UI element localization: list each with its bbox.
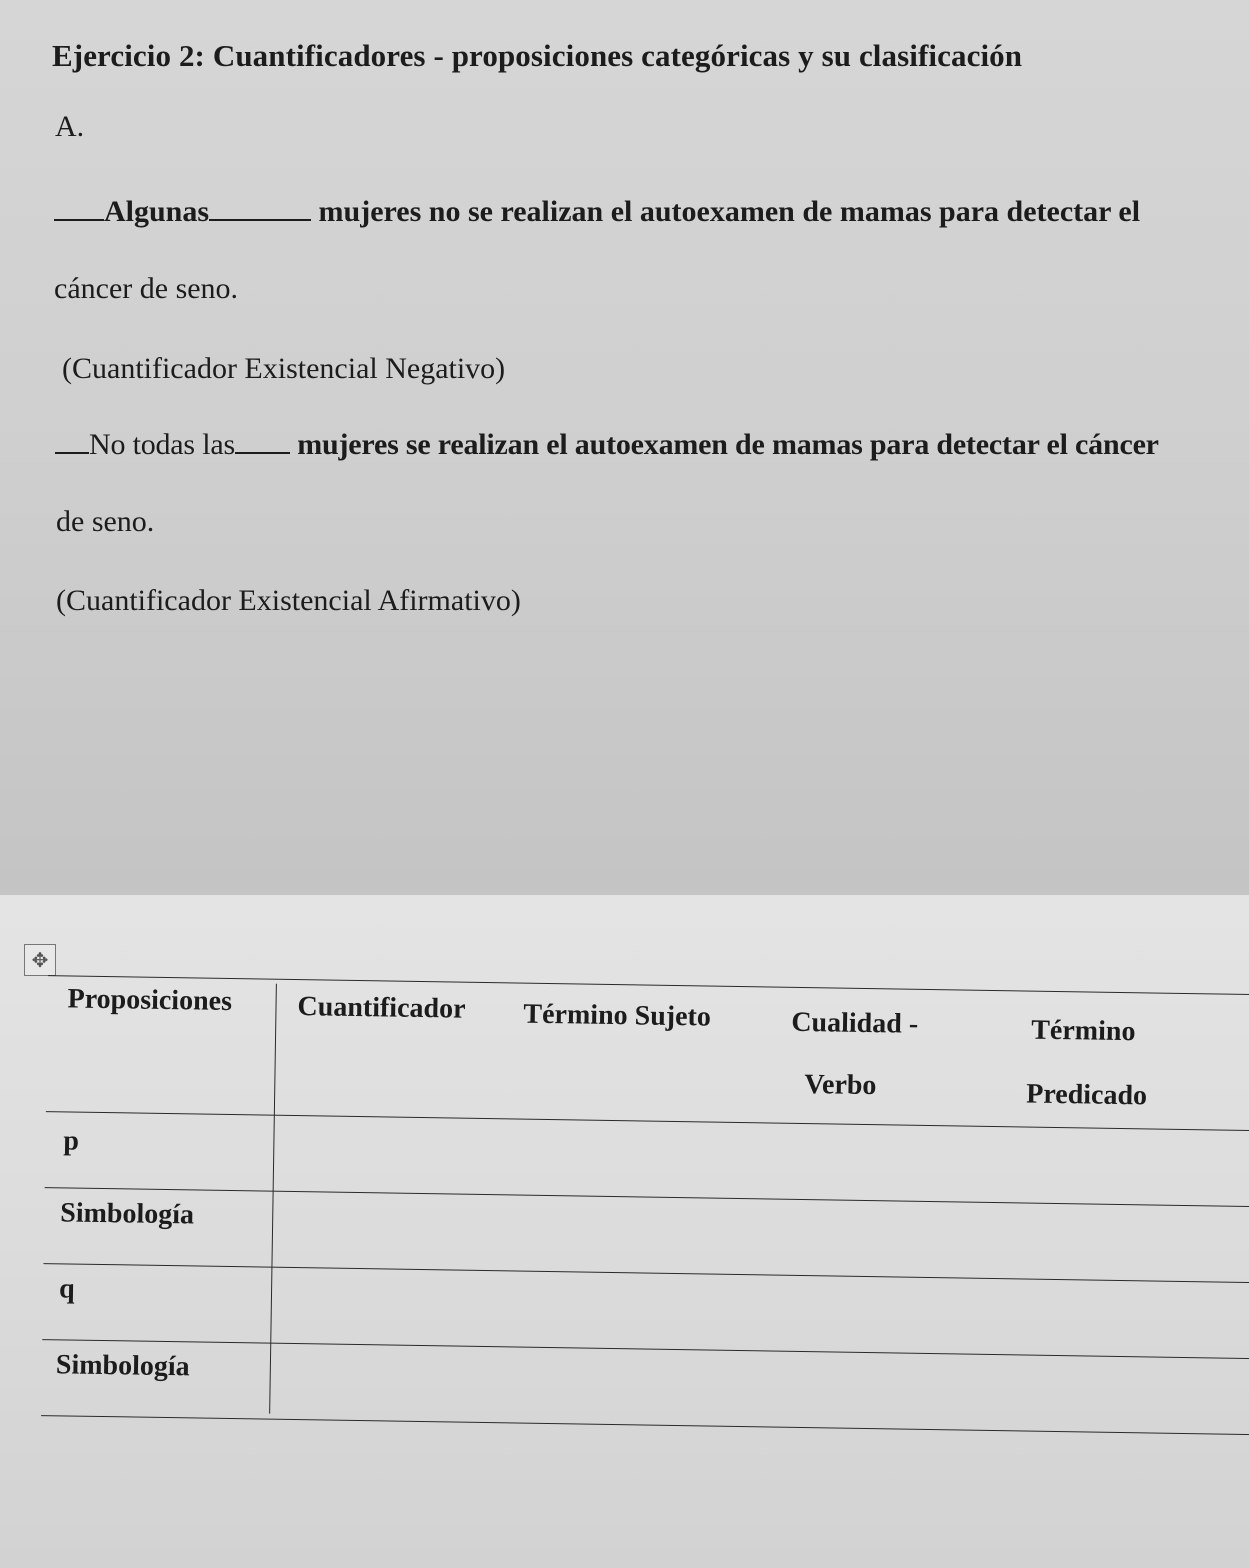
- row-label-q: q: [58, 1273, 75, 1305]
- row-label-p: p: [63, 1125, 80, 1157]
- sentence1-quantifier[interactable]: Algunas: [104, 195, 210, 228]
- blank-line: [55, 428, 89, 454]
- row-label-simbologia-p: Simbología: [60, 1197, 195, 1231]
- header-proposiciones: Proposiciones: [67, 983, 233, 1018]
- header-cualidad: Cualidad -: [791, 1006, 919, 1040]
- table-row-divider: [43, 1263, 1249, 1283]
- header-termino: Término: [1031, 1014, 1136, 1048]
- exercise-title: Ejercicio 2: Cuantificadores - proposiciones categóricas y su clasificación: [52, 38, 1023, 73]
- sentence1-line1: [54, 195, 1140, 229]
- row-label-simbologia-q: Simbología: [55, 1349, 190, 1383]
- sentence2-quantifier[interactable]: No todas las: [89, 428, 235, 461]
- table-column-divider: [269, 984, 277, 1414]
- section-label: A.: [55, 110, 85, 143]
- sentence2-line2: de seno.: [56, 505, 155, 538]
- table-move-icon[interactable]: ✥: [24, 944, 56, 976]
- blank-line: [235, 428, 290, 454]
- sentence1-text: mujeres no se realizan el autoexamen de mamas para detectar el: [318, 195, 1141, 228]
- header-cuantificador: Cuantificador: [297, 991, 466, 1025]
- sentence2-text: mujeres se realizan el autoexamen de mamas para detectar el cáncer: [297, 428, 1159, 461]
- header-predicado: Predicado: [1026, 1078, 1148, 1112]
- header-termino-sujeto: Término Sujeto: [523, 998, 712, 1033]
- sentence1-classification: (Cuantificador Existencial Negativo): [62, 352, 506, 385]
- table-row-divider: [42, 1339, 1249, 1359]
- blank-line: [209, 195, 311, 221]
- table-row-divider: [45, 1187, 1249, 1207]
- table-border-bottom: [41, 1415, 1249, 1435]
- propositions-table: [32, 975, 1248, 1474]
- sentence2-line1: [55, 428, 1159, 462]
- sentence1-line2: cáncer de seno.: [54, 272, 239, 305]
- blank-line: [54, 195, 104, 221]
- sentence2-classification: (Cuantificador Existencial Afirmativo): [56, 584, 521, 617]
- table-row-divider: [46, 1111, 1249, 1131]
- header-verbo: Verbo: [804, 1069, 877, 1102]
